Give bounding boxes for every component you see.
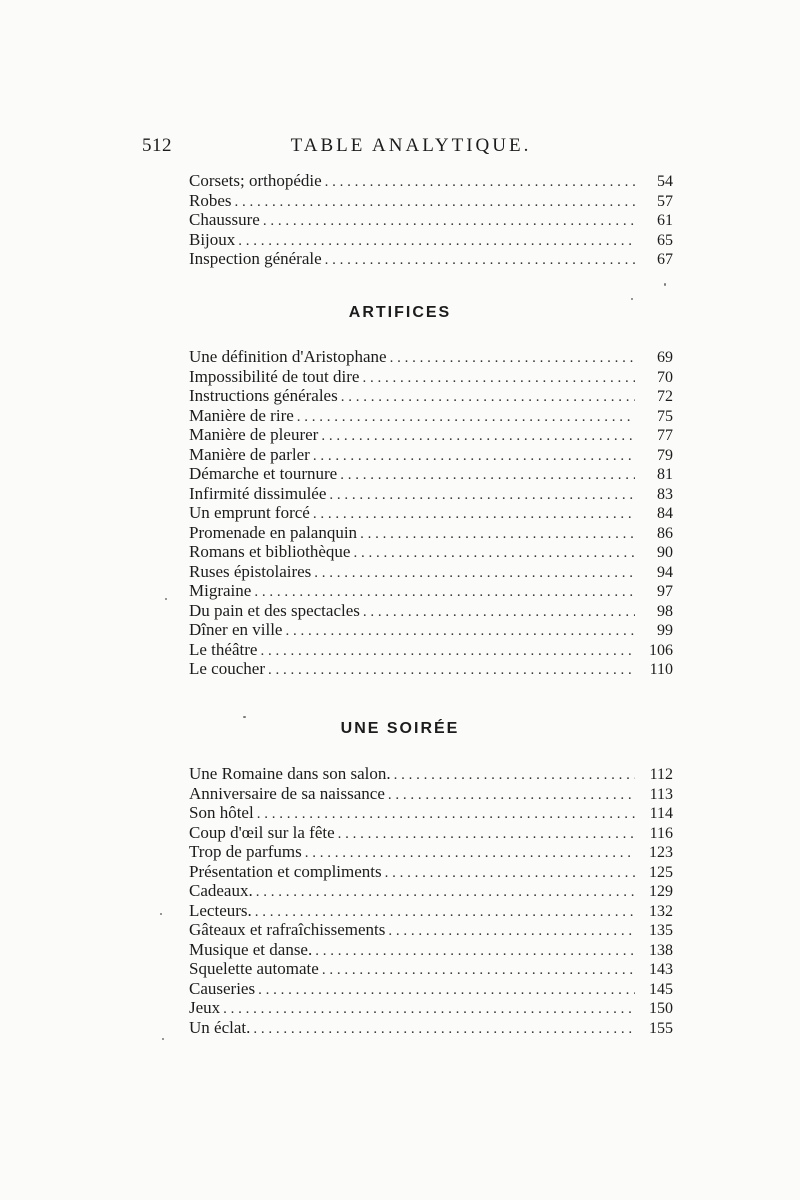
toc-entry [189, 406, 673, 426]
toc-entry [189, 601, 673, 621]
toc-entry-title: Démarche et tournure [189, 464, 338, 483]
toc-entry [189, 784, 673, 804]
toc-entry [189, 842, 673, 862]
toc-entry [189, 523, 673, 543]
scan-speck [160, 913, 162, 915]
toc-entry-page: 145 [649, 980, 673, 998]
dot-leader [232, 193, 636, 213]
toc-entry [189, 542, 673, 562]
toc-entry [189, 823, 673, 843]
toc-entry [189, 640, 673, 660]
toc-entry-page: 143 [649, 961, 673, 978]
toc-entry [189, 620, 673, 640]
dot-leader [350, 544, 635, 564]
toc-entry-title: Une Romaine dans son salon. [189, 764, 391, 783]
toc-entry-page: 106 [649, 641, 673, 659]
toc-entry-page: 86 [657, 524, 673, 542]
dot-leader [310, 505, 635, 525]
dot-leader [326, 486, 635, 506]
dot-leader [253, 883, 635, 903]
dot-leader [319, 961, 635, 981]
toc-entry-title: Chaussure [189, 210, 260, 229]
toc-list-section-0 [189, 171, 673, 269]
dot-leader [257, 642, 635, 662]
toc-entry-title: Cadeaux. [189, 881, 253, 900]
toc-entry-page: 77 [657, 427, 673, 444]
dot-leader [387, 349, 635, 369]
dot-leader [335, 825, 635, 845]
dot-leader [318, 427, 635, 447]
toc-entry [189, 484, 673, 504]
toc-entry-page: 57 [657, 192, 673, 210]
toc-entry-title: Instructions générales [189, 386, 338, 405]
toc-entry-title: Le coucher [189, 659, 265, 678]
toc-entry [189, 959, 673, 979]
toc-entry-title: Jeux [189, 998, 221, 1017]
toc-entry-title: Causeries [189, 978, 256, 998]
toc-entry [189, 998, 673, 1018]
toc-entry-page: 83 [657, 485, 673, 503]
toc-entry [189, 367, 673, 387]
toc-entry-page: 75 [657, 407, 673, 425]
toc-entry [189, 191, 673, 211]
dot-leader [255, 981, 635, 1001]
toc-entry-title: Promenade en palanquin [189, 522, 358, 542]
toc-entry-title: Migraine [189, 581, 252, 600]
toc-entry-page: 98 [657, 602, 673, 620]
toc-entry-title: Ruses épistolaires [189, 561, 312, 581]
toc-entry-page: 70 [657, 368, 673, 386]
toc-entry [189, 503, 673, 523]
toc-entry-title: Squelette automate [189, 959, 319, 978]
toc-entry [189, 171, 673, 191]
toc-entry-page: 97 [657, 583, 673, 600]
toc-entry-title: Un éclat. [189, 1017, 251, 1037]
toc-entry-page: 94 [657, 563, 673, 581]
dot-leader [391, 766, 635, 786]
dot-leader [250, 1020, 635, 1040]
toc-entry [189, 249, 673, 269]
toc-entry [189, 347, 673, 367]
toc-entry-title: Un emprunt forcé [189, 503, 310, 522]
toc-entry-title: Romans et bibliothèque [189, 542, 351, 561]
scan-speck [162, 1038, 164, 1040]
toc-entry-page: 155 [649, 1019, 673, 1037]
scan-speck [664, 283, 666, 286]
running-title: TABLE ANALYTIQUE. [290, 135, 532, 156]
scan-speck [631, 298, 633, 300]
toc-entry-page: 116 [649, 824, 673, 842]
scan-speck [165, 598, 167, 600]
dot-leader [360, 603, 635, 623]
dot-leader [220, 1000, 635, 1020]
toc-entry-title: Inspection générale [189, 249, 322, 268]
toc-entry-title: Bijoux [189, 229, 236, 249]
section-heading-une-soiree: UNE SOIRÉE [340, 720, 460, 737]
toc-entry-page: 72 [657, 388, 673, 405]
toc-entry-page: 79 [657, 446, 673, 464]
toc-list-section-2 [189, 764, 673, 1037]
dot-leader [311, 564, 635, 584]
toc-entry [189, 386, 673, 406]
toc-entry-page: 123 [649, 844, 673, 861]
toc-entry [189, 803, 673, 823]
toc-entry-title: Musique et danse. [189, 939, 313, 959]
toc-entry-title: Manière de parler [189, 444, 310, 464]
toc-entry-page: 113 [649, 785, 673, 803]
toc-entry-page: 54 [657, 173, 673, 190]
toc-list-section-1 [189, 347, 673, 679]
toc-entry-title: Le théâtre [189, 639, 258, 659]
section-heading-artifices: ARTIFICES [348, 304, 452, 321]
dot-leader [359, 369, 635, 389]
toc-entry-page: 129 [649, 883, 673, 900]
toc-entry [189, 562, 673, 582]
dot-leader [357, 525, 635, 545]
dot-leader [260, 212, 635, 232]
toc-entry-page: 150 [649, 1000, 673, 1017]
dot-leader [310, 447, 635, 467]
toc-entry [189, 764, 673, 784]
toc-entry-title: Corsets; orthopédie [189, 171, 322, 190]
toc-entry [189, 1018, 673, 1038]
toc-entry-page: 69 [657, 349, 673, 366]
toc-entry [189, 659, 673, 679]
toc-entry [189, 920, 673, 940]
toc-entry-title: Dîner en ville [189, 620, 283, 639]
toc-entry-title: Infirmité dissimulée [189, 483, 327, 503]
toc-entry-page: 135 [649, 922, 673, 939]
toc-entry-page: 90 [657, 544, 673, 561]
dot-leader [322, 173, 635, 193]
dot-leader [385, 922, 635, 942]
toc-entry-page: 125 [649, 863, 673, 881]
toc-entry [189, 940, 673, 960]
toc-entry-title: Lecteurs. [189, 900, 252, 920]
page-number: 512 [142, 135, 172, 156]
dot-leader [322, 251, 635, 271]
toc-entry-title: Manière de rire [189, 405, 294, 425]
toc-entry-title: Robes [189, 190, 232, 210]
toc-entry [189, 210, 673, 230]
toc-entry-title: Présentation et compliments [189, 861, 382, 881]
toc-entry-title: Son hôtel [189, 803, 254, 822]
toc-entry [189, 230, 673, 250]
toc-entry-page: 65 [657, 231, 673, 249]
toc-entry [189, 901, 673, 921]
toc-entry-title: Gâteaux et rafraîchissements [189, 920, 386, 939]
toc-entry-title: Coup d'œil sur la fête [189, 822, 335, 842]
dot-leader [265, 661, 635, 681]
toc-entry [189, 979, 673, 999]
toc-entry-page: 114 [649, 805, 673, 822]
toc-entry-page: 99 [657, 622, 673, 639]
toc-entry [189, 464, 673, 484]
toc-entry-title: Anniversaire de sa naissance [189, 783, 385, 803]
toc-entry-page: 81 [657, 466, 673, 483]
toc-entry-title: Du pain et des spectacles [189, 600, 360, 620]
dot-leader [337, 466, 635, 486]
toc-entry [189, 445, 673, 465]
dot-leader [312, 942, 635, 962]
dot-leader [382, 864, 635, 884]
scan-speck [243, 716, 246, 718]
toc-entry [189, 425, 673, 445]
toc-entry-page: 138 [649, 941, 673, 959]
toc-entry-page: 61 [657, 212, 673, 229]
toc-entry-page: 84 [657, 505, 673, 522]
toc-entry-page: 67 [657, 251, 673, 268]
dot-leader [282, 622, 635, 642]
toc-entry-title: Une définition d'Aristophane [189, 347, 387, 366]
toc-entry-page: 112 [649, 766, 673, 783]
toc-entry-title: Impossibilité de tout dire [189, 366, 360, 386]
toc-entry [189, 862, 673, 882]
toc-entry [189, 881, 673, 901]
dot-leader [338, 388, 635, 408]
toc-entry-title: Trop de parfums [189, 842, 302, 861]
toc-entry-page: 110 [649, 661, 673, 678]
toc-entry-page: 132 [649, 902, 673, 920]
dot-leader [294, 408, 635, 428]
toc-entry [189, 581, 673, 601]
toc-entry-title: Manière de pleurer [189, 425, 319, 444]
dot-leader [385, 786, 635, 806]
